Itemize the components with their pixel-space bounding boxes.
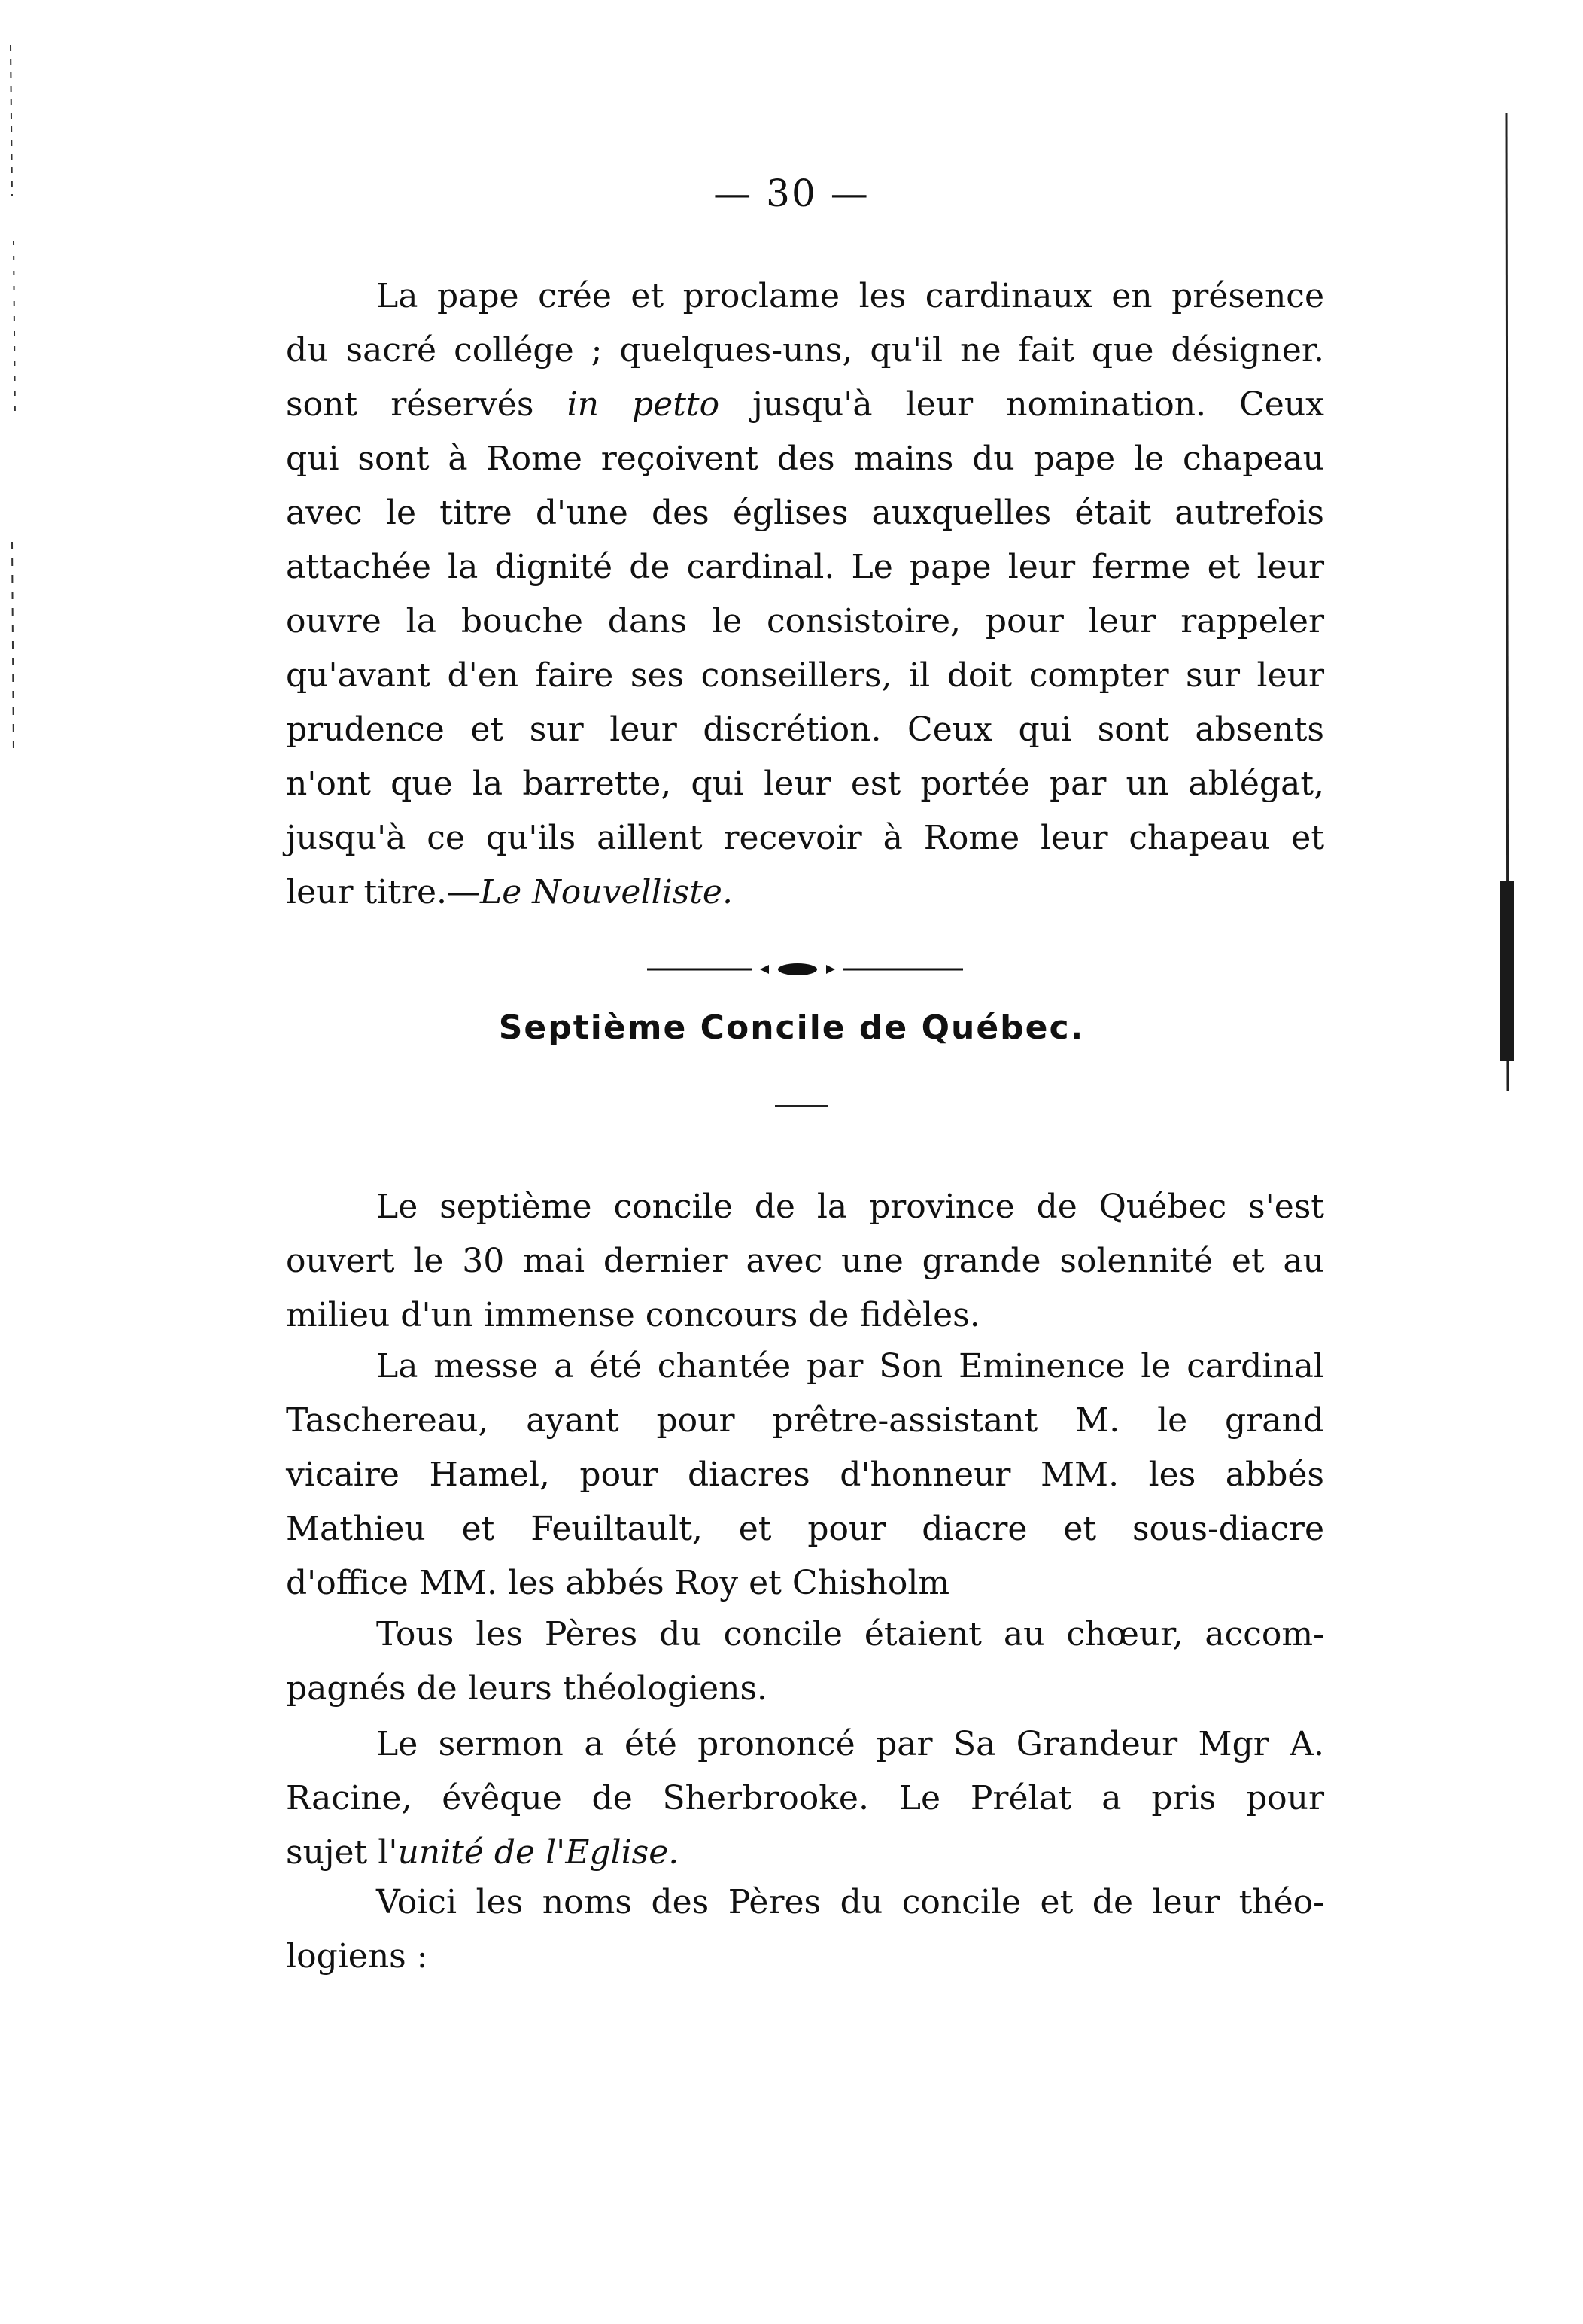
text-run: sujet l': [286, 1833, 398, 1872]
text-line: ouvre la bouche dans le consistoire, pour leur rappeler: [286, 602, 1324, 640]
text-line: d'office MM. les abbés Roy et Chisholm: [286, 1564, 950, 1602]
source-attribution: Le Nouvelliste.: [479, 873, 733, 911]
text-line: qui sont à Rome reçoivent des mains du pape le chapeau: [286, 440, 1324, 478]
text-line: jusqu'à ce qu'ils aillent recevoir à Rome leur chapeau et: [286, 819, 1324, 857]
text-line: ouvert le 30 mai dernier avec une grande solennité et au: [286, 1242, 1324, 1280]
page-left-edge-marks: [0, 30, 30, 783]
text-line: attachée la dignité de cardinal. Le pape leur ferme et leur: [286, 548, 1324, 586]
text-line: Tous les Pères du concile étaient au chœur, accom-: [376, 1615, 1324, 1653]
text-line: prudence et sur leur discrétion. Ceux qui sont absents: [286, 710, 1324, 749]
text-run: jusqu'à leur nomination. Ceux: [719, 385, 1324, 424]
text-line: avec le titre d'une des églises auxquelles était autrefois: [286, 494, 1324, 532]
page-binding-edge: [1497, 113, 1518, 1091]
paragraph-fathers-choir: [286, 1608, 1324, 1716]
paragraph-names-intro: [286, 1875, 1324, 1984]
text-line: du sacré collége ; quelques-uns, qu'il ne fait que désigner.: [286, 331, 1324, 370]
page-number: — 30 —: [713, 172, 870, 215]
text-line: qu'avant d'en faire ses conseillers, il doit compter sur leur: [286, 656, 1324, 695]
text-line: Racine, évêque de Sherbrooke. Le Prélat a pris pour: [286, 1779, 1324, 1818]
paragraph-council-opening: [286, 1180, 1324, 1343]
text-line: logiens :: [286, 1937, 428, 1976]
text-line: [286, 1826, 1324, 1880]
text-line: Mathieu et Feuiltault, et pour diacre et sous-diacre: [286, 1510, 1324, 1548]
italic-term: in petto: [567, 385, 720, 424]
text-line: [286, 865, 1324, 920]
paragraph-cardinals: [286, 269, 1324, 920]
paragraph-mass: [286, 1340, 1324, 1611]
text-line: vicaire Hamel, pour diacres d'honneur MM. les abbés: [286, 1456, 1324, 1494]
text-line: [286, 378, 1324, 432]
text-line: Taschereau, ayant pour prêtre-assistant M. le grand: [286, 1401, 1324, 1440]
italic-term: unité de l'Eglise.: [397, 1833, 679, 1872]
paragraph-sermon: [286, 1717, 1324, 1880]
text-line: Le septième concile de la province de Québec s'est: [376, 1188, 1324, 1226]
text-line: Voici les noms des Pères du concile et de leur théo-: [376, 1883, 1324, 1921]
section-title: Septième Concile de Québec.: [498, 1008, 1085, 1047]
text-line: Le sermon a été prononcé par Sa Grandeur Mgr A.: [376, 1725, 1324, 1763]
text-line: La pape crée et proclame les cardinaux en présence: [376, 277, 1324, 315]
text-line: pagnés de leurs théologiens.: [286, 1669, 768, 1708]
text-line: La messe a été chantée par Son Eminence le cardinal: [376, 1347, 1324, 1386]
text-run: sont réservés: [286, 385, 567, 424]
title-rule: [775, 1105, 828, 1107]
text-line: milieu d'un immense concours de fidèles.: [286, 1296, 980, 1334]
text-line: n'ont que la barrette, qui leur est portée par un ablégat,: [286, 765, 1324, 803]
ornament-divider: [647, 960, 963, 978]
text-run: leur titre.—: [286, 873, 480, 911]
